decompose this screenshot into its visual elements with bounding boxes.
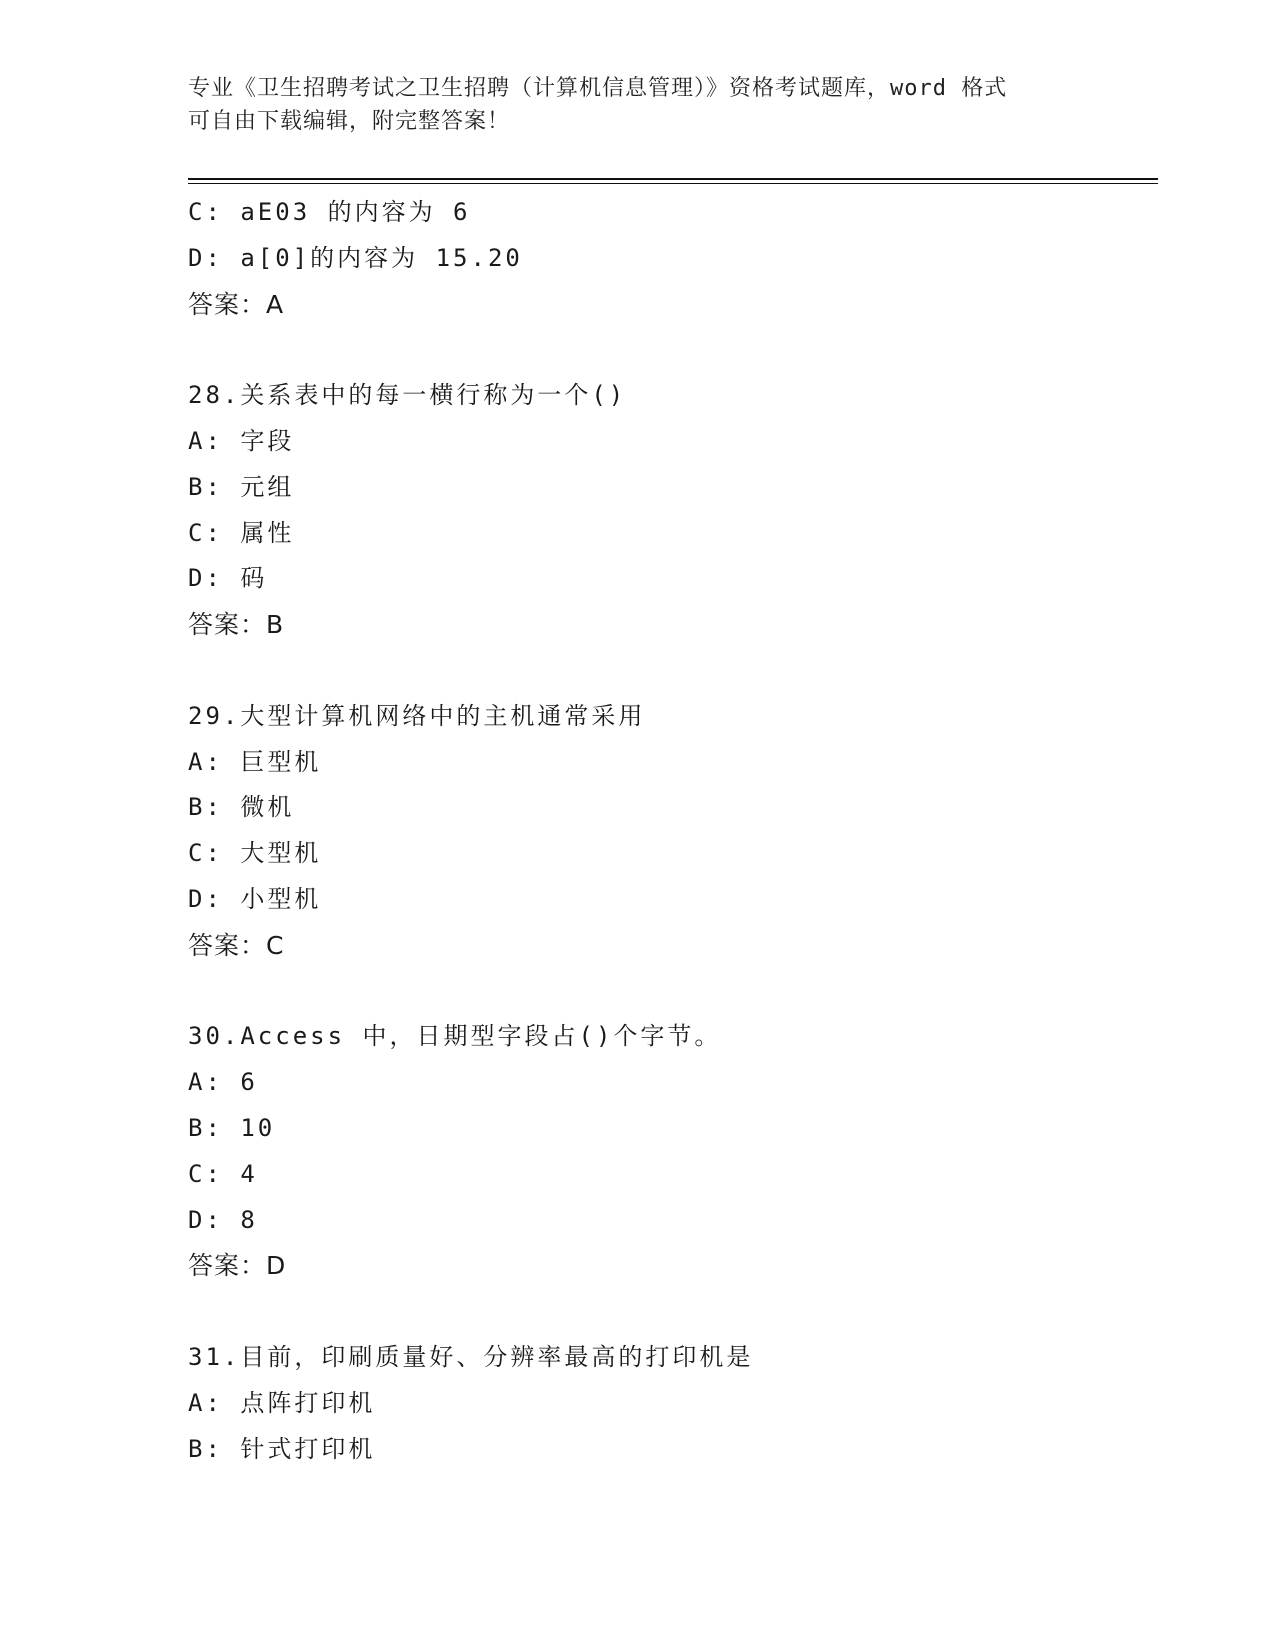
document-header [188,72,1088,138]
spacer [188,327,1158,373]
option-d: D: 8 [188,1205,258,1234]
answer-label: 答案：B [188,610,285,640]
option-a: A: 6 [188,1068,258,1097]
question-29 [188,694,1158,969]
answer-label: 答案：D [188,1251,287,1281]
question-30 [188,1014,1158,1289]
option-b: B: 微机 [188,793,295,822]
answer-label: 答案：A [188,289,285,319]
option-c: C: aE03 的内容为 6 [188,198,471,226]
option-b: B: 元组 [188,472,295,501]
spacer [188,969,1158,1015]
option-c: C: 大型机 [188,839,322,868]
question-list [188,190,1158,1472]
answer-label: 答案：C [188,930,285,960]
option-c: C: 4 [188,1159,258,1188]
option-d: D: 码 [188,564,268,593]
option-a: A: 字段 [188,426,295,455]
question-stem: 31.目前，印刷质量好、分辨率最高的打印机是 [188,1342,754,1371]
header-line-1: 专业《卫生招聘考试之卫生招聘（计算机信息管理）》资格考试题库，word 格式 [188,76,1008,101]
option-d: D: 小型机 [188,884,322,913]
question-stem: 30.Access 中，日期型字段占()个字节。 [188,1022,722,1051]
option-b: B: 针式打印机 [188,1434,376,1463]
question-stem: 29.大型计算机网络中的主机通常采用 [188,701,646,730]
question-stem: 28.关系表中的每一横行称为一个() [188,381,627,410]
spacer [188,1289,1158,1335]
spacer [188,648,1158,694]
option-d: D: a[0]的内容为 15.20 [188,243,523,272]
header-divider-thin [188,183,1158,184]
header-line-2: 可自由下载编辑，附完整答案！ [188,109,511,134]
header-divider-thick [188,178,1158,180]
option-b: B: 10 [188,1113,276,1142]
option-a: A: 巨型机 [188,747,322,776]
question-27-carryover [188,190,1158,327]
question-28 [188,373,1158,648]
question-31 [188,1335,1158,1472]
option-c: C: 属性 [188,518,295,547]
option-a: A: 点阵打印机 [188,1388,376,1417]
